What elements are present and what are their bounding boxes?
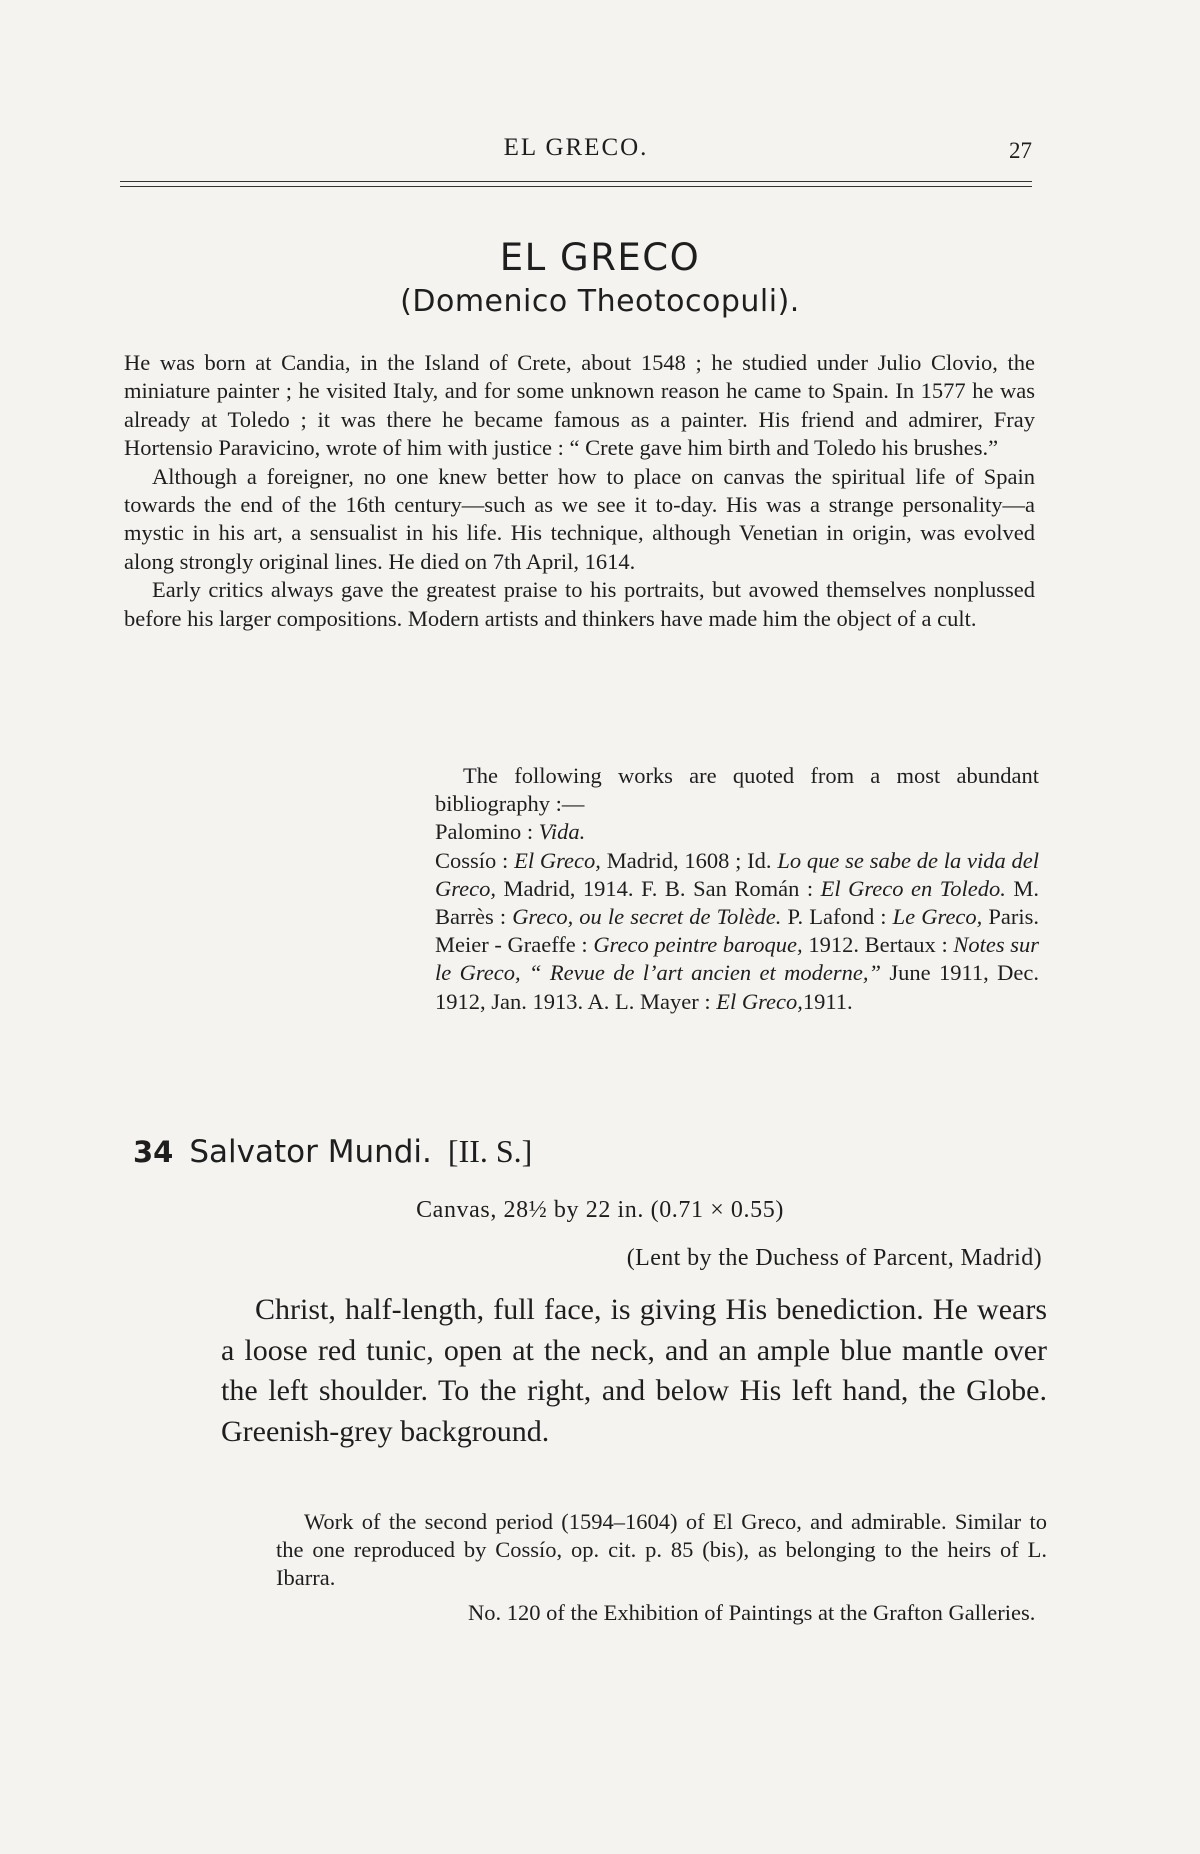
bibliography-author: Cossío :	[435, 847, 509, 873]
entry-note: Work of the second period (1594–1604) of El Greco, and admirable. Similar to the one reproduced by Cossío, op. cit. p. 85 (bis), as belonging to the heirs of L. Ibarra.	[276, 1509, 1047, 1590]
bibliography-publication: June 1911, Dec. 1912, Jan. 1913.	[435, 960, 1039, 1014]
bibliography-journal: “ Revue de l’art ancien et moderne,”	[529, 960, 881, 986]
artist-name: EL GRECO	[499, 236, 701, 279]
header-rule-thin	[120, 186, 1032, 187]
bibliography-entry	[435, 818, 1039, 846]
running-title: EL GRECO.	[503, 134, 649, 161]
entry-lender: (Lent by the Duchess of Parcent, Madrid)	[626, 1245, 1042, 1271]
bibliography	[435, 762, 1039, 1016]
bibliography-work: El Greco,	[514, 847, 601, 873]
bibliography-publication: 1911.	[802, 988, 853, 1014]
page-number: 27	[1009, 138, 1032, 163]
biography-paragraph: Although a foreigner, no one knew better how to place on canvas the spiritual life of Spain towards the end of the 16th century—such as we see it to-day. His was a strange personality—a mystic in his art, a sensualist in his life. His technique, although Venetian in origin, was evolved along strongly original lines. He died on 7th April, 1614.	[124, 463, 1035, 574]
bibliography-work: Vida.	[538, 819, 586, 845]
bibliography-author: P. Lafond :	[787, 904, 887, 930]
biography	[124, 349, 1035, 633]
entry-title: Salvator Mundi.	[189, 1134, 432, 1170]
bibliography-work: Greco peintre baroque,	[593, 932, 803, 958]
bibliography-author: F. B. San Román :	[641, 875, 814, 901]
bibliography-work: Notes sur le Greco,	[435, 932, 1039, 986]
entry-description: Christ, half-length, full face, is giving His benediction. He wears a loose red tunic, open at the neck, and an ample blue mantle over the left shoulder. To the right, and below His left hand, the Globe. Greenish-grey background.	[221, 1293, 1047, 1448]
bibliography-intro: The following works are quoted from a most abundant bibliography :—	[435, 763, 1039, 817]
entry-location: [II. S.]	[447, 1133, 533, 1169]
bibliography-publication: Madrid, 1608 ; Id.	[606, 847, 772, 873]
bibliography-entry	[435, 847, 1039, 1016]
running-head	[120, 134, 1032, 174]
header-rule	[120, 181, 1032, 182]
bibliography-author: Palomino :	[435, 819, 534, 845]
entry-number: 34	[133, 1135, 174, 1169]
bibliography-author: Meier - Graeffe :	[435, 932, 588, 958]
bibliography-work: Le Greco,	[892, 904, 983, 930]
entry-dimensions: Canvas, 28½ by 22 in. (0.71 × 0.55)	[416, 1197, 784, 1223]
bibliography-author: A. L. Mayer :	[587, 988, 711, 1014]
bibliography-author: Bertaux :	[864, 932, 948, 958]
artist-subtitle: (Domenico Theotocopuli).	[400, 284, 800, 319]
bibliography-work: Lo que se sabe de la vida del Greco,	[435, 847, 1040, 901]
bibliography-author: M. Barrès :	[435, 875, 1040, 930]
entry-heading	[133, 1132, 1033, 1170]
bibliography-publication: 1912.	[808, 932, 859, 958]
entry-exhibition: No. 120 of the Exhibition of Paintings at the Grafton Galleries.	[468, 1600, 1036, 1625]
bibliography-publication: Paris.	[988, 904, 1040, 930]
bibliography-work: El Greco en Toledo.	[820, 875, 1006, 901]
bibliography-work: Greco, ou le secret de Tolède.	[512, 904, 782, 930]
bibliography-publication: Madrid, 1914.	[503, 875, 634, 901]
biography-paragraph: He was born at Candia, in the Island of Crete, about 1548 ; he studied under Julio Clovio, the miniature painter ; he visited Italy, and for some unknown reason he came to Spain. In 1577 he was already at Toledo ; it was there he became famous as a painter. His friend and admirer, Fray Hortensio Paravicino, wrote of him with justice : “ Crete gave him birth and Toledo his brushes.”	[124, 350, 1035, 461]
biography-paragraph: Early critics always gave the greatest praise to his portraits, but avowed themselves nonplussed before his larger compositions. Modern artists and thinkers have made him the object of a cult.	[124, 577, 1035, 631]
bibliography-work: El Greco,	[716, 988, 803, 1014]
